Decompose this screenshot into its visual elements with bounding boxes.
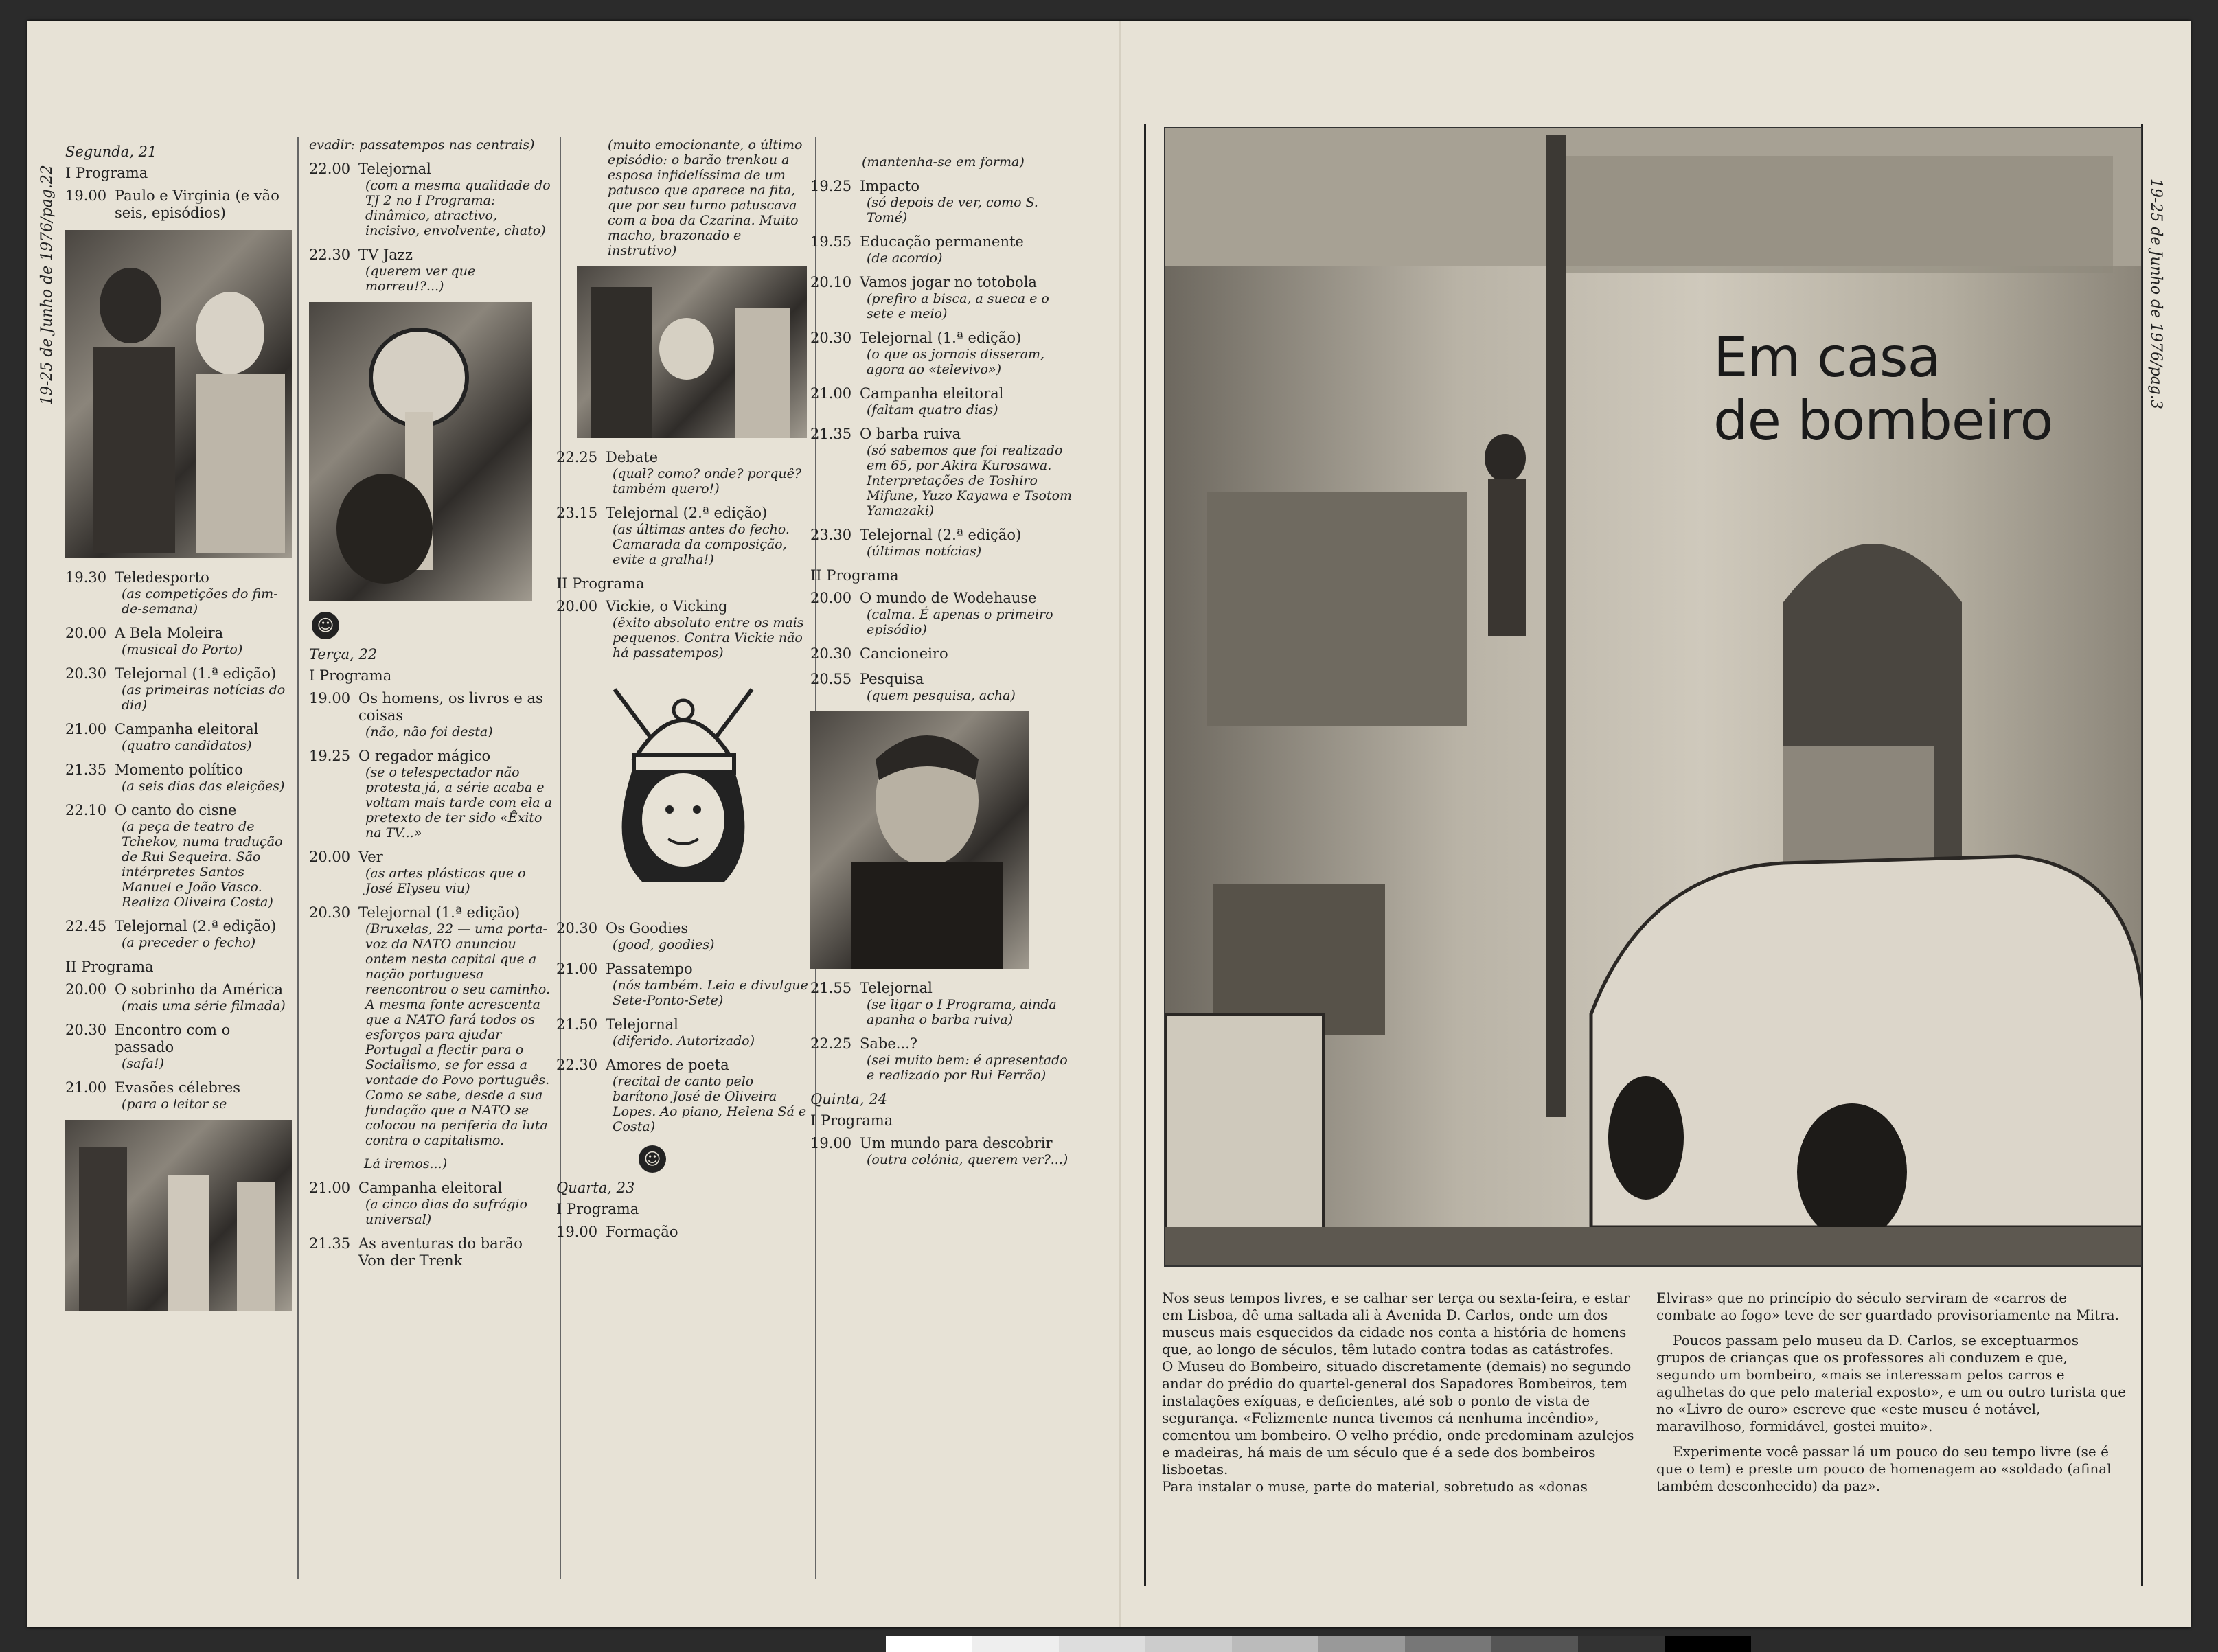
entry-description: (a peça de teatro de Tchekov, numa tradução de Rui Sequeira. São intérpretes Santos Manuel e João Vasco. Realiza Oliveira Costa) bbox=[122, 819, 283, 910]
entry-time: 20.30 bbox=[810, 645, 852, 662]
schedule-entry bbox=[309, 161, 553, 238]
entry-time: 21.50 bbox=[556, 1016, 598, 1033]
entry-time: 20.30 bbox=[309, 904, 351, 921]
photo-figures bbox=[65, 230, 292, 558]
photo-actor-portrait bbox=[810, 711, 1029, 969]
entry-time: 19.00 bbox=[65, 187, 107, 204]
entry-title: Campanha eleitoral bbox=[358, 1180, 503, 1196]
schedule-entry bbox=[309, 904, 553, 1148]
entry-title: Amores de poeta bbox=[606, 1057, 729, 1073]
entry-body bbox=[358, 246, 553, 294]
article-headline bbox=[1713, 326, 2053, 452]
entry-time: 21.35 bbox=[309, 1235, 351, 1252]
article-paragraph: Elviras» que no princípio do século serviram de «carros de combate ao fogo» teve de ser guardado provisoriamente na Mitra. bbox=[1656, 1289, 2119, 1323]
entry-title: Telejornal bbox=[860, 980, 933, 996]
entry-description: (a preceder o fecho) bbox=[122, 935, 256, 950]
schedule-entry bbox=[65, 1079, 292, 1112]
entry-description: (só sabemos que foi realizado em 65, por Akira Kurosawa. Interpretações de Toshiro Mifune, Yuzo Kayawa e Tsotom Yamazaki) bbox=[867, 443, 1073, 518]
entry-title: Telejornal (1.ª edição) bbox=[358, 904, 521, 921]
schedule-entry bbox=[556, 1016, 810, 1048]
vickie-viking-drawing bbox=[567, 669, 800, 909]
entry-body bbox=[860, 1135, 1075, 1167]
newspaper-spread bbox=[27, 21, 2191, 1627]
schedule-entry bbox=[65, 761, 292, 794]
entry-title: Ver bbox=[358, 849, 383, 865]
entry-body bbox=[860, 426, 1075, 518]
entry-title: Telejornal (2.ª edição) bbox=[115, 918, 277, 934]
entry-title: Educação permanente bbox=[860, 233, 1024, 250]
entry-title: Momento político bbox=[115, 761, 243, 778]
day-heading: Segunda, 21 bbox=[65, 144, 157, 160]
article-paragraph: Poucos passam pelo museu da D. Carlos, se exceptuarmos grupos de crianças que os professores ali conduzem e que, segundo um bombeiro, «mais se interessam pelos carros e agulhetas do que pelo material exposto», e um ou outro turista que no «Livro de ouro» escreve que «este museu é notável, maravilhoso, formidável, gostei muito». bbox=[1656, 1332, 2127, 1434]
entry-time: 20.55 bbox=[810, 671, 852, 687]
schedule-entry bbox=[556, 1057, 810, 1134]
programme-heading: II Programa bbox=[810, 567, 899, 584]
entry-description: (o que os jornais disseram, agora ao «televivo») bbox=[867, 347, 1045, 377]
entry-body bbox=[606, 1016, 810, 1048]
entry-time: 22.25 bbox=[556, 449, 598, 466]
entry-title: TV Jazz bbox=[358, 246, 413, 263]
entry-body bbox=[115, 802, 292, 910]
entry-time: 19.55 bbox=[810, 233, 852, 250]
entry-time: 20.00 bbox=[556, 598, 598, 615]
column-rule bbox=[1144, 124, 1146, 1586]
entry-description: (calma. É apenas o primeiro episódio) bbox=[867, 607, 1053, 637]
entry-description: (mais uma série filmada) bbox=[122, 998, 286, 1013]
entry-body bbox=[358, 849, 553, 896]
entry-title: Telejornal (1.ª edição) bbox=[115, 665, 277, 682]
entry-body bbox=[115, 918, 292, 950]
entry-description: (últimas notícias) bbox=[867, 544, 982, 559]
entry-description: (com a mesma qualidade do TJ 2 no I Programa: dinâmico, atractivo, incisivo, envolvente, chato) bbox=[365, 178, 551, 238]
entry-body bbox=[358, 161, 553, 238]
continued-text: (mantenha-se em forma) bbox=[862, 154, 1025, 170]
entry-time: 21.35 bbox=[810, 426, 852, 442]
entry-title: Os Goodies bbox=[606, 920, 689, 937]
entry-time: 19.30 bbox=[65, 569, 107, 586]
entry-time: 22.00 bbox=[309, 161, 351, 177]
tv-column-3 bbox=[556, 137, 810, 1249]
entry-title: O mundo de Wodehause bbox=[860, 590, 1037, 606]
schedule-entry bbox=[309, 748, 553, 840]
entry-body bbox=[115, 665, 292, 713]
schedule-entry bbox=[556, 961, 810, 1008]
programme-heading: II Programa bbox=[556, 575, 645, 592]
entry-body bbox=[606, 920, 810, 952]
article-paragraph: Nos seus tempos livres, e se calhar ser terça ou sexta-feira, e estar em Lisboa, dê uma saltada ali à Avenida D. Carlos, onde um dos museus mais esquecidos da cidade nos conta a história de homens que, ao longo de séculos, têm lutado contra todas as catástrofes. bbox=[1162, 1289, 1630, 1357]
entry-description: (nós também. Leia e divulgue Sete-Ponto-Sete) bbox=[613, 978, 808, 1008]
programme-heading: I Programa bbox=[556, 1201, 639, 1217]
programme-heading: I Programa bbox=[65, 165, 148, 181]
schedule-entry bbox=[810, 274, 1075, 321]
entry-body bbox=[606, 961, 810, 1008]
entry-description: (êxito absoluto entre os mais pequenos. Contra Vickie não há passatempos) bbox=[613, 615, 804, 661]
entry-time: 20.30 bbox=[556, 920, 598, 937]
entry-body bbox=[860, 590, 1075, 637]
entry-time: 19.00 bbox=[309, 690, 351, 707]
entry-title: Um mundo para descobrir bbox=[860, 1135, 1053, 1151]
rtp-logo-icon: ☺ bbox=[312, 612, 339, 639]
article-column-left bbox=[1162, 1289, 1636, 1495]
entry-body bbox=[115, 721, 292, 753]
entry-description: (outra colónia, querem ver?...) bbox=[867, 1152, 1068, 1167]
entry-title: Os homens, os livros e as coisas bbox=[358, 690, 543, 724]
entry-description: (para o leitor se bbox=[122, 1097, 227, 1112]
article-column-right bbox=[1656, 1289, 2130, 1495]
schedule-entry bbox=[556, 449, 810, 496]
entry-body bbox=[860, 178, 1075, 225]
schedule-entry bbox=[309, 1180, 553, 1227]
entry-description: (sei muito bem: é apresentado e realizado por Rui Ferrão) bbox=[867, 1053, 1068, 1083]
continued-text: Lá iremos...) bbox=[364, 1156, 448, 1171]
entry-description: (de acordo) bbox=[867, 251, 943, 266]
entry-title: Telejornal bbox=[358, 161, 431, 177]
entry-description: (safa!) bbox=[122, 1056, 164, 1071]
photo-paulo-virginia bbox=[65, 230, 292, 558]
entry-title: Paulo e Virginia (e vão seis, episódios) bbox=[115, 187, 279, 221]
entry-title: Encontro com o passado bbox=[115, 1022, 231, 1055]
programme-heading: I Programa bbox=[309, 667, 392, 684]
column-rule bbox=[297, 137, 299, 1579]
schedule-entry bbox=[810, 645, 1075, 663]
entry-body bbox=[115, 1022, 292, 1071]
entry-time: 20.30 bbox=[65, 665, 107, 682]
entry-time: 19.25 bbox=[309, 748, 351, 764]
entry-time: 21.00 bbox=[65, 1079, 107, 1096]
continued-text: evadir: passatempos nas centrais) bbox=[309, 137, 535, 152]
entry-body bbox=[115, 981, 292, 1013]
entry-time: 19.00 bbox=[810, 1135, 852, 1151]
entry-title: O regador mágico bbox=[358, 748, 491, 764]
entry-time: 20.10 bbox=[810, 274, 852, 290]
entry-title: Telejornal (1.ª edição) bbox=[860, 330, 1022, 346]
page-folio-left: 19-25 de Junho de 1976/pag.22 bbox=[38, 165, 56, 405]
entry-body bbox=[606, 598, 810, 661]
entry-time: 21.35 bbox=[65, 761, 107, 778]
vickie-cartoon bbox=[567, 669, 800, 909]
entry-title: Passatempo bbox=[606, 961, 693, 977]
entry-time: 21.00 bbox=[309, 1180, 351, 1196]
entry-body bbox=[860, 1035, 1075, 1083]
entry-time: 21.55 bbox=[810, 980, 852, 996]
entry-title: Campanha eleitoral bbox=[115, 721, 259, 737]
schedule-entry bbox=[810, 178, 1075, 225]
entry-time: 20.30 bbox=[810, 330, 852, 346]
entry-title: O canto do cisne bbox=[115, 802, 237, 818]
schedule-entry bbox=[556, 505, 810, 567]
entry-title: Campanha eleitoral bbox=[860, 385, 1004, 402]
schedule-entry bbox=[309, 1235, 553, 1270]
entry-title: Impacto bbox=[860, 178, 920, 194]
entry-description: (quatro candidatos) bbox=[122, 738, 252, 753]
entry-title: Debate bbox=[606, 449, 659, 466]
schedule-entry bbox=[65, 721, 292, 753]
entry-time: 22.30 bbox=[309, 246, 351, 263]
entry-title: O barba ruiva bbox=[860, 426, 961, 442]
entry-description: (se o telespectador não protesta já, a série acaba e voltam mais tarde com ela a pretexto de ter sido «Êxito na TV...» bbox=[365, 765, 553, 840]
article-paragraph: Experimente você passar lá um pouco do seu tempo livre (se é que o tem) e preste um pouco de homenagem ao «soldado (afinal também desconhecido) da paz». bbox=[1656, 1443, 2112, 1494]
entry-body bbox=[606, 449, 810, 496]
page-fold bbox=[1119, 21, 1121, 1627]
entry-description: (recital de canto pelo barítono José de Oliveira Lopes. Ao piano, Helena Sá e Costa) bbox=[613, 1074, 807, 1134]
schedule-entry bbox=[810, 527, 1075, 559]
day-heading: Terça, 22 bbox=[309, 646, 378, 663]
schedule-entry bbox=[309, 849, 553, 896]
entry-time: 21.00 bbox=[810, 385, 852, 402]
entry-body bbox=[606, 1057, 810, 1134]
entry-description: (prefiro a bisca, a sueca e o sete e meio) bbox=[867, 291, 1049, 321]
schedule-entry bbox=[309, 246, 553, 294]
entry-body bbox=[860, 385, 1075, 417]
entry-title: As aventuras do barão Von der Trenk bbox=[358, 1235, 523, 1269]
entry-body bbox=[115, 569, 292, 617]
schedule-entry bbox=[556, 598, 810, 661]
entry-description: (as competições do fim-de-semana) bbox=[122, 586, 278, 617]
schedule-entry bbox=[65, 802, 292, 910]
photo-evasoes bbox=[65, 1120, 292, 1311]
entry-description: (a cinco dias do sufrágio universal) bbox=[365, 1197, 527, 1227]
entry-body bbox=[358, 1180, 553, 1227]
entry-description: (querem ver que morreu!?...) bbox=[365, 264, 476, 294]
entry-time: 22.45 bbox=[65, 918, 107, 934]
entry-time: 21.00 bbox=[65, 721, 107, 737]
day-heading: Quinta, 24 bbox=[810, 1091, 888, 1108]
entry-body bbox=[358, 904, 553, 1148]
entry-title: Vickie, o Vicking bbox=[606, 598, 728, 615]
programme-heading: II Programa bbox=[65, 959, 154, 975]
schedule-entry bbox=[65, 625, 292, 657]
schedule-entry bbox=[65, 918, 292, 950]
entry-body bbox=[115, 761, 292, 794]
entry-body bbox=[860, 274, 1075, 321]
schedule-entry bbox=[556, 920, 810, 952]
photo-fire-museum-courtyard bbox=[1164, 127, 2142, 1267]
entry-body bbox=[860, 980, 1075, 1027]
photo-figures bbox=[577, 266, 807, 438]
entry-description: (musical do Porto) bbox=[122, 642, 243, 657]
entry-description: (Bruxelas, 22 — uma porta-voz da NATO anunciou ontem nesta capital que a nação portuguesa reencontrou o seu caminho. A mesma fonte acrescenta que a NATO fará todos os esforços para ajudar Portugal a flectir para o Socialismo, se for essa a vontade do Povo português. Como se sabe, desde a sua fundação que a NATO se colocou na periferia da luta contra o capitalismo. bbox=[365, 921, 550, 1148]
entry-description: (good, goodies) bbox=[613, 937, 715, 952]
schedule-entry bbox=[810, 233, 1075, 266]
entry-description: (quem pesquisa, acha) bbox=[867, 688, 1016, 703]
entry-title: Telejornal (2.ª edição) bbox=[860, 527, 1022, 543]
entry-body bbox=[860, 233, 1075, 266]
schedule-entry bbox=[309, 690, 553, 739]
entry-title: Pesquisa bbox=[860, 671, 924, 687]
entry-time: 19.25 bbox=[810, 178, 852, 194]
schedule-entry bbox=[65, 665, 292, 713]
schedule-entry bbox=[810, 1035, 1075, 1083]
schedule-entry bbox=[810, 1135, 1075, 1167]
headline-line-2: de bombeiro bbox=[1713, 389, 2053, 452]
schedule-entry bbox=[65, 187, 292, 222]
entry-title: Teledesporto bbox=[115, 569, 209, 586]
entry-time: 23.15 bbox=[556, 505, 598, 521]
schedule-entry bbox=[556, 1224, 810, 1241]
photo-figures bbox=[65, 1120, 292, 1311]
entry-time: 19.00 bbox=[556, 1224, 598, 1240]
entry-body bbox=[115, 625, 292, 657]
schedule-entry bbox=[65, 981, 292, 1013]
schedule-entry bbox=[810, 330, 1075, 377]
entry-title: A Bela Moleira bbox=[115, 625, 224, 641]
tv-column-1 bbox=[65, 141, 292, 1322]
entry-description: (diferido. Autorizado) bbox=[613, 1033, 755, 1048]
entry-body bbox=[860, 527, 1075, 559]
schedule-entry bbox=[810, 590, 1075, 637]
entry-time: 20.00 bbox=[65, 981, 107, 998]
page-folio-right: 19-25 de Junho de 1976/pag.3 bbox=[2147, 179, 2164, 409]
grey-scale-strip bbox=[886, 1636, 1751, 1652]
entry-title: O sobrinho da América bbox=[115, 981, 284, 998]
photo-barao-trenk bbox=[577, 266, 807, 438]
headline-line-1: Em casa bbox=[1713, 325, 1941, 389]
entry-description: (se ligar o I Programa, ainda apanha o barba ruiva) bbox=[867, 997, 1057, 1027]
article-paragraph: Para instalar o muse, parte do material, sobretudo as «donas bbox=[1162, 1478, 1588, 1495]
entry-time: 20.00 bbox=[65, 625, 107, 641]
entry-body bbox=[860, 330, 1075, 377]
entry-title: Cancioneiro bbox=[860, 645, 948, 662]
entry-title: Vamos jogar no totobola bbox=[860, 274, 1037, 290]
entry-time: 20.30 bbox=[65, 1022, 107, 1038]
entry-body bbox=[860, 671, 1075, 703]
entry-body bbox=[358, 690, 553, 739]
article-paragraph: O Museu do Bombeiro, situado discretamente (demais) no segundo andar do prédio do quartel-general dos Sapadores Bombeiros, tem instalações exíguas, e deficientes, até sob o ponto de vista de segurança. «Felizmente nunca tivemos cá nenhuma incêndio», comentou um bombeiro. O velho prédio, onde predominam azulejos e madeiras, há mais de um século que é a sede dos bombeiros lisboetas. bbox=[1162, 1358, 1634, 1478]
entry-body bbox=[606, 1224, 810, 1241]
entry-time: 22.25 bbox=[810, 1035, 852, 1052]
entry-description: (não, não foi desta) bbox=[365, 724, 493, 739]
photo-jazz-trumpet bbox=[309, 302, 532, 601]
schedule-entry bbox=[65, 569, 292, 617]
schedule-entry bbox=[810, 671, 1075, 703]
entry-title: Telejornal (2.ª edição) bbox=[606, 505, 768, 521]
entry-time: 20.00 bbox=[309, 849, 351, 865]
schedule-entry bbox=[810, 426, 1075, 518]
schedule-entry bbox=[65, 1022, 292, 1071]
entry-description: (faltam quatro dias) bbox=[867, 402, 998, 417]
schedule-entry bbox=[810, 385, 1075, 417]
entry-body bbox=[358, 748, 553, 840]
entry-body bbox=[606, 505, 810, 567]
entry-description: (qual? como? onde? porquê? também quero!) bbox=[613, 466, 802, 496]
schedule-entry bbox=[810, 980, 1075, 1027]
photo-trumpet bbox=[309, 302, 532, 601]
entry-title: Formação bbox=[606, 1224, 678, 1240]
entry-body bbox=[860, 645, 1075, 663]
entry-title: Evasões célebres bbox=[115, 1079, 241, 1096]
entry-description: (as artes plásticas que o José Elyseu viu) bbox=[365, 866, 526, 896]
tv-column-2 bbox=[309, 137, 553, 1278]
entry-body bbox=[115, 1079, 292, 1112]
entry-body bbox=[358, 1235, 553, 1270]
tv-column-4 bbox=[810, 154, 1075, 1175]
rtp-logo-icon: ☺ bbox=[639, 1145, 666, 1173]
entry-description: (as primeiras notícias do dia) bbox=[122, 682, 286, 713]
entry-description: (as últimas antes do fecho. Camarada da composição, evite a gralha!) bbox=[613, 522, 790, 567]
entry-title: Sabe...? bbox=[860, 1035, 918, 1052]
entry-time: 20.00 bbox=[810, 590, 852, 606]
entry-body bbox=[115, 187, 292, 222]
entry-time: 21.00 bbox=[556, 961, 598, 977]
entry-time: 22.10 bbox=[65, 802, 107, 818]
entry-time: 22.30 bbox=[556, 1057, 598, 1073]
photo-scene bbox=[1165, 128, 2142, 1267]
entry-time: 23.30 bbox=[810, 527, 852, 543]
continued-text: (muito emocionante, o último episódio: o barão trenkou a esposa infidelíssima de um patusco que aparece na fita, que por seu turno patuscava com a boa da Czarina. Muito macho, brazonado e instrutivo) bbox=[608, 137, 803, 258]
entry-description: (só depois de ver, como S. Tomé) bbox=[867, 195, 1038, 225]
photo-portrait bbox=[810, 711, 1029, 969]
day-heading: Quarta, 23 bbox=[556, 1180, 635, 1196]
entry-description: (a seis dias das eleições) bbox=[122, 779, 285, 794]
entry-title: Telejornal bbox=[606, 1016, 678, 1033]
programme-heading: I Programa bbox=[810, 1112, 893, 1129]
